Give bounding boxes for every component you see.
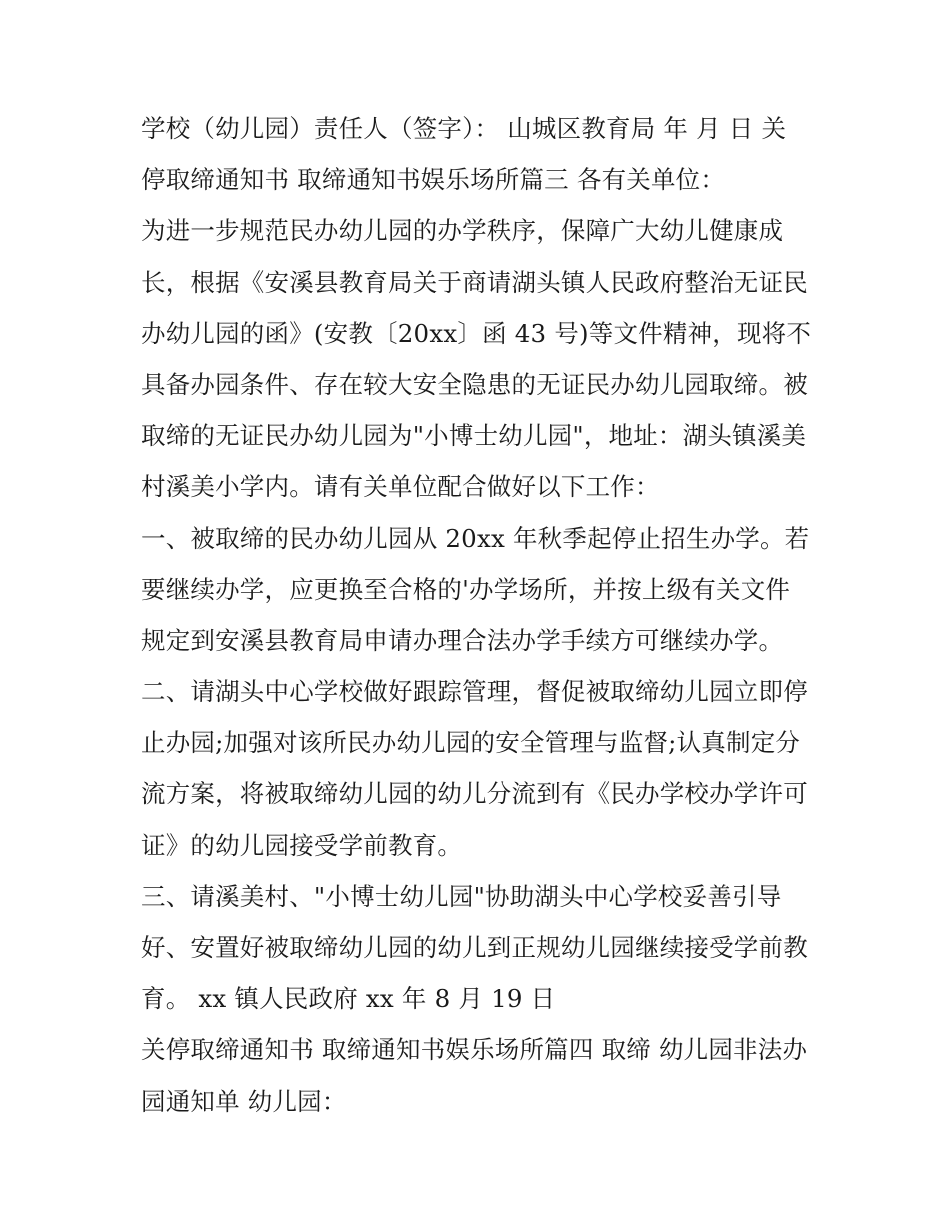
text-line-12: 二、请湖头中心学校做好跟踪管理，督促被取缔幼儿园立即停	[141, 677, 808, 707]
text-line-6: 具备办园条件、存在较大安全隐患的无证民办幼儿园取缔。被	[141, 369, 808, 399]
text-line-18: 育。 xx 镇人民政府 xx 年 8 月 19 日	[141, 984, 556, 1014]
text-line-19: 关停取缔通知书 取缔通知书娱乐场所篇四 取缔 幼儿园非法办	[141, 1035, 808, 1065]
text-line-20: 园通知单 幼儿园：	[141, 1086, 347, 1116]
text-line-4: 长，根据《安溪县教育局关于商请湖头镇人民政府整治无证民	[141, 267, 808, 297]
text-line-17: 好、安置好被取缔幼儿园的幼儿到正规幼儿园继续接受学前教	[141, 933, 808, 962]
text-line-15: 证》的幼儿园接受学前教育。	[141, 830, 463, 860]
text-line-14: 流方案，将被取缔幼儿园的幼儿分流到有《民办学校办学许可	[141, 779, 808, 809]
text-line-1: 学校（幼儿园）责任人（签字）： 山城区教育局 年 月 日 关	[141, 114, 787, 143]
text-line-5: 办幼儿园的函》(安教〔20xx〕函 43 号)等文件精神，现将不	[141, 318, 812, 348]
text-line-13: 止办园;加强对该所民办幼儿园的安全管理与监督;认真制定分	[141, 728, 801, 758]
text-line-7: 取缔的无证民办幼儿园为"小博士幼儿园"，地址：湖头镇溪美	[141, 421, 807, 451]
text-line-3: 为进一步规范民办幼儿园的办学秩序，保障广大幼儿健康成	[141, 216, 784, 246]
text-line-2: 停取缔通知书 取缔通知书娱乐场所篇三 各有关单位：	[141, 165, 726, 195]
text-line-11: 规定到安溪县教育局申请办理合法办学手续方可继续办学。	[141, 625, 784, 655]
text-line-16: 三、请溪美村、"小博士幼儿园"协助湖头中心学校妥善引导	[141, 881, 782, 911]
text-line-10: 要继续办学，应更换至合格的'办学场所，并按上级有关文件	[141, 574, 791, 604]
text-line-9: 一、被取缔的民办幼儿园从 20xx 年秋季起停止招生办学。若	[141, 523, 810, 553]
document-body	[141, 103, 821, 1127]
text-line-8: 村溪美小学内。请有关单位配合做好以下工作：	[141, 472, 660, 502]
